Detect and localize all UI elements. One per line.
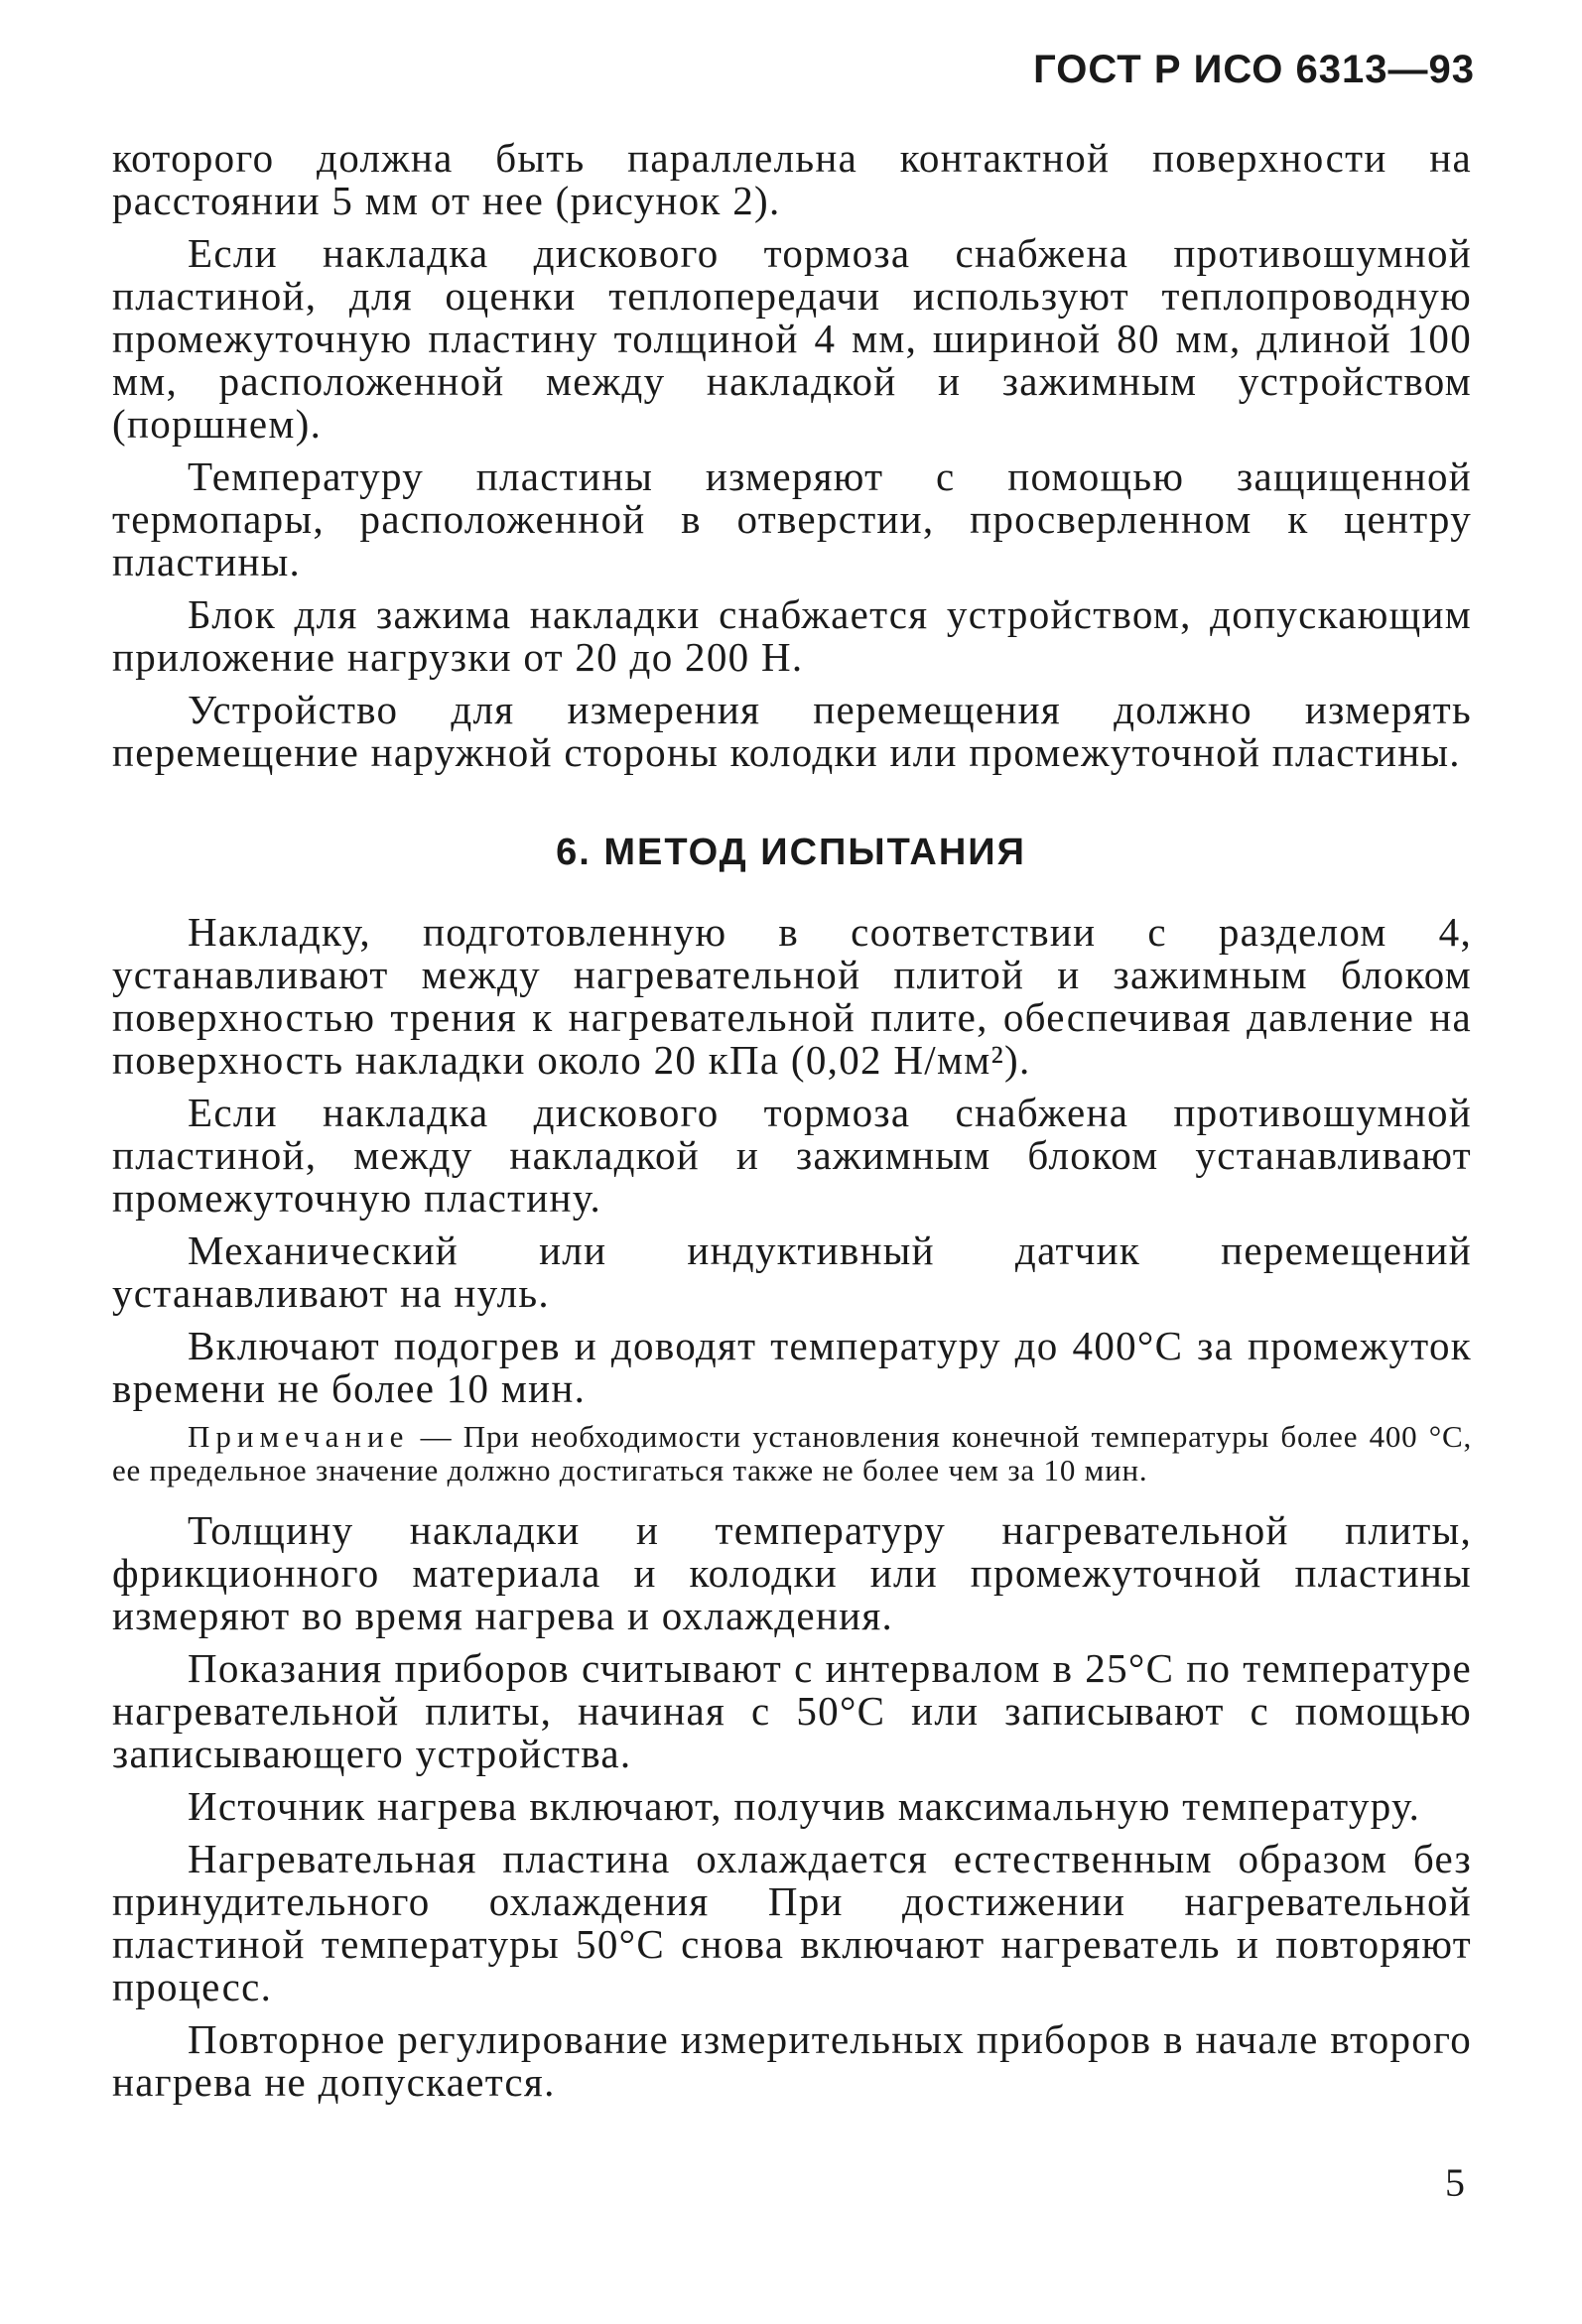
paragraph: Показания приборов считывают с интервалом в 25°С по температуре нагревательной плиты, начиная с 50°С или записывают с помощью записывающего устройства.	[112, 1645, 1472, 1776]
paragraph: Устройство для измерения перемещения должно измерять перемещение наружной стороны колодки или промежуточной пластины.	[112, 687, 1472, 775]
text-block-top	[112, 137, 1472, 784]
paragraph: Если накладка дискового тормоза снабжена противошумной пластиной, между накладкой и зажимным блоком устанавливают промежуточную пластину.	[112, 1090, 1472, 1221]
paragraph: Толщину накладки и температуру нагревательной плиты, фрикционного материала и колодки или промежуточной пластины измеряют во время нагрева и охлаждения.	[112, 1507, 1472, 1638]
paragraph: Температуру пластины измеряют с помощью защищенной термопары, расположенной в отверстии, просверленном к центру пластины.	[112, 453, 1472, 584]
note-label: Примечание	[188, 1419, 410, 1454]
note	[112, 1420, 1472, 1487]
section-title: 6. МЕТОД ИСПЫТАНИЯ	[556, 832, 1026, 873]
paragraph: Источник нагрева включают, получив максимальную температуру.	[188, 1783, 1421, 1829]
paragraph: Нагревательная пластина охлаждается естественным образом без принудительного охлаждения При достижении нагревательной пластиной температуры 50°С снова включают нагреватель и повторяют процесс.	[112, 1836, 1472, 2009]
text-block-method	[112, 911, 1472, 2114]
note-text: — При необходимости установления конечной температуры более 400 °С, ее предельное значение должно достигаться также не более чем за 10 мин.	[112, 1419, 1472, 1487]
paragraph: Накладку, подготовленную в соответствии с разделом 4, устанавливают между нагревательной плитой и зажимным блоком поверхностью трения к нагревательной плите, обеспечивая давление на поверхность накладки около 20 кПа (0,02 Н/мм²).	[112, 909, 1472, 1083]
paragraph: Если накладка дискового тормоза снабжена противошумной пластиной, для оценки теплопередачи используют теплопроводную промежуточную пластину толщиной 4 мм, шириной 80 мм, длиной 100 мм, расположенной между накладкой и зажимным устройством (поршнем).	[112, 230, 1472, 447]
page-number: 5	[1445, 2160, 1465, 2205]
paragraph: Включают подогрев и доводят температуру до 400°С за промежуток времени не более 10 мин.	[112, 1323, 1472, 1411]
standard-header: ГОСТ Р ИСО 6313—93	[1033, 48, 1475, 91]
paragraph: которого должна быть параллельна контактной поверхности на расстоянии 5 мм от нее (рисунок 2).	[112, 135, 1472, 223]
paragraph: Блок для зажима накладки снабжается устройством, допускающим приложение нагрузки от 20 до 200 Н.	[112, 591, 1472, 680]
paragraph: Механический или индуктивный датчик перемещений устанавливают на нуль.	[112, 1227, 1472, 1316]
paragraph: Повторное регулирование измерительных приборов в начале второго нагрева не допускается.	[112, 2016, 1472, 2105]
